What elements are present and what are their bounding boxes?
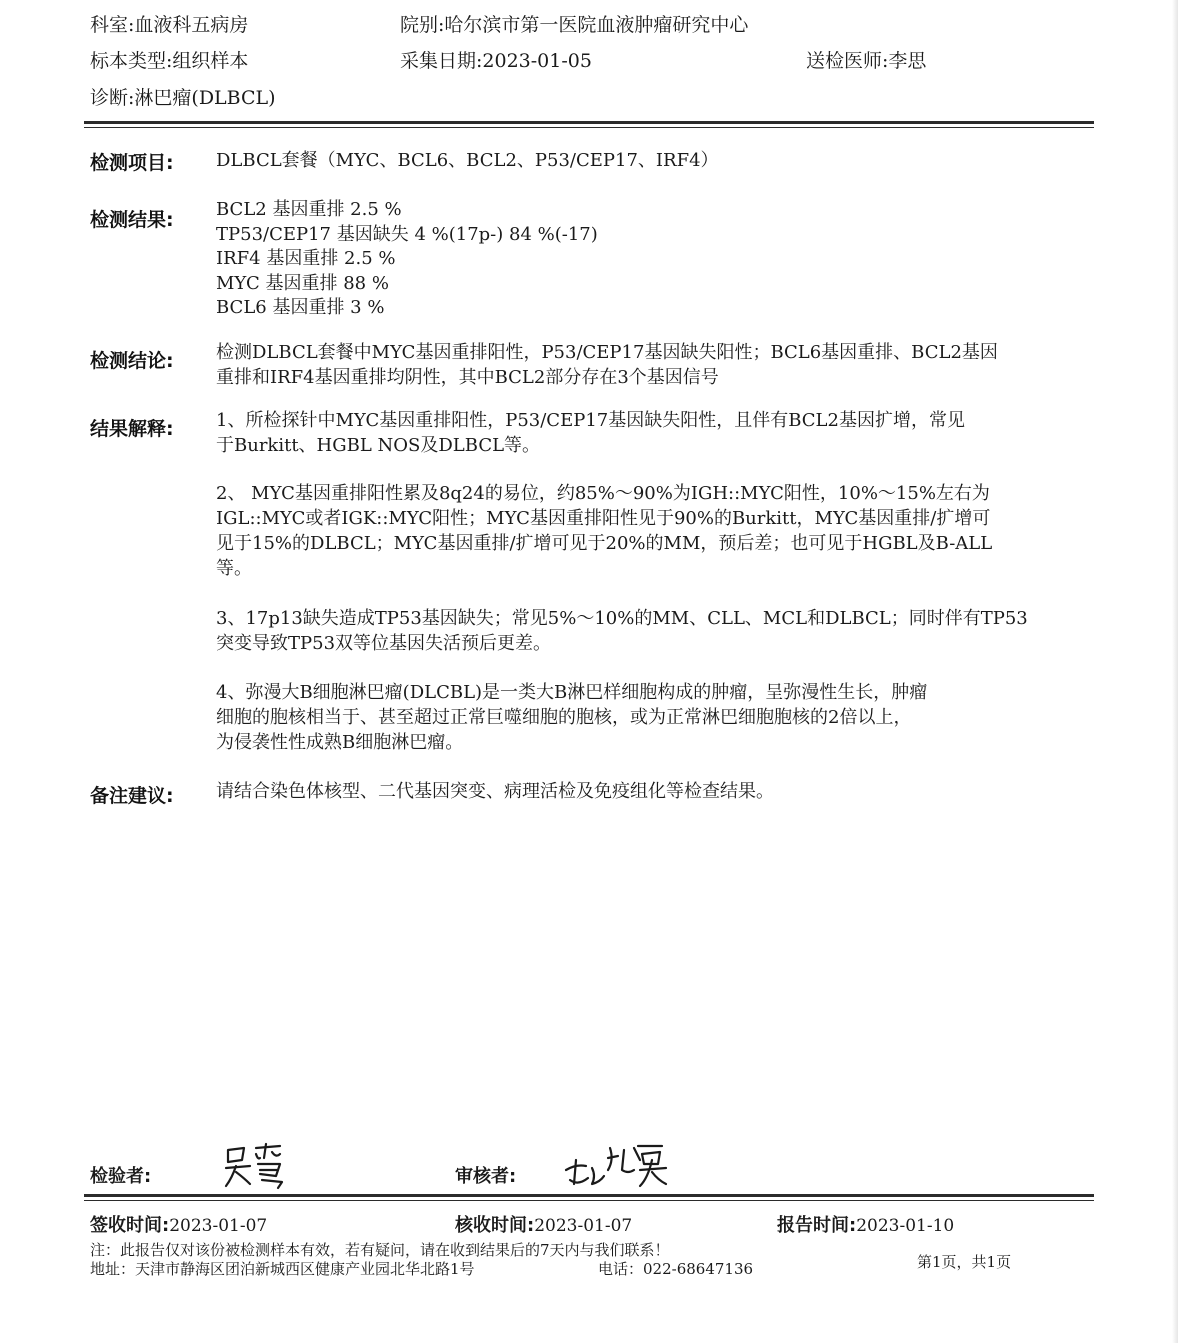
interpretation-line: IGL::MYC或者IGK::MYC阳性；MYC基因重排阳性见于90%的Burkitt，MYC基因重排/扩增可: [216, 508, 991, 529]
report-value: 2023-01-10: [856, 1216, 955, 1236]
interpretation-paragraph-1: [216, 408, 1056, 458]
result-line: MYC 基因重排 88 %: [216, 272, 389, 294]
interpretation-line: 为侵袭性性成熟B细胞淋巴瘤。: [216, 732, 464, 753]
interpretation-line: 4、弥漫大B细胞淋巴瘤(DLCBL)是一类大B淋巴样细胞构成的肿瘤，呈弥漫性生长，肿瘤: [216, 682, 928, 703]
interpretation-line: 见于15%的DLBCL；MYC基因重排/扩增可见于20%的MM，预后差；也可见于HGBL及B-ALL: [216, 533, 993, 554]
conclusion-label: 检测结论:: [90, 350, 174, 372]
test-item-text: DLBCL套餐（MYC、BCL6、BCL2、P53/CEP17、IRF4）: [216, 150, 719, 171]
interpretation-line: 1、所检探针中MYC基因重排阳性，P53/CEP17基因缺失阳性，且伴有BCL2基因扩增，常见: [216, 410, 965, 431]
inspector-label: 检验者:: [90, 1166, 152, 1187]
inspector-signature: [222, 1140, 288, 1192]
interpretation-label: 结果解释:: [90, 418, 174, 440]
received-value: 2023-01-07: [169, 1216, 268, 1236]
hospital: 院别:哈尔滨市第一医院血液肿瘤研究中心: [400, 14, 749, 36]
verified-value: 2023-01-07: [534, 1216, 633, 1236]
specimen-type: 标本类型:组织样本: [90, 50, 249, 72]
interpretation-paragraph-4: [216, 680, 1056, 755]
result-line: IRF4 基因重排 2.5 %: [216, 248, 396, 269]
header-divider-thin: [84, 127, 1094, 128]
interpretation-line: 2、 MYC基因重排阳性累及8q24的易位，约85%～90%为IGH::MYC阳性，10%～15%左右为: [216, 483, 990, 504]
interpretation-line: 于Burkitt、HGBL NOS及DLBCL等。: [216, 435, 541, 456]
conclusion-line: 重排和IRF4基因重排均阴性，其中BCL2部分存在3个基因信号: [216, 367, 719, 388]
verified-time: [455, 1211, 632, 1237]
reviewer-signature: [562, 1140, 670, 1192]
test-item-label: 检测项目:: [90, 152, 174, 174]
verified-label: 核收时间:: [455, 1215, 535, 1236]
reviewer-label: 审核者:: [455, 1166, 517, 1187]
footer-divider-thin: [84, 1200, 1094, 1201]
interpretation-line: 等。: [216, 558, 252, 579]
interpretation-line: 3、17p13缺失造成TP53基因缺失；常见5%～10%的MM、CLL、MCL和DLBCL；同时伴有TP53: [216, 608, 1028, 629]
test-result-list: [216, 198, 1056, 321]
received-time: [90, 1211, 267, 1237]
footer-divider-thick: [84, 1194, 1094, 1197]
referring-doctor: 送检医师:李思: [806, 50, 927, 72]
page-edge-shadow: [1172, 0, 1178, 1343]
interpretation-line: 细胞的胞核相当于、甚至超过正常巨噬细胞的胞核，或为正常淋巴细胞胞核的2倍以上，: [216, 707, 912, 728]
conclusion-line: 检测DLBCL套餐中MYC基因重排阳性，P53/CEP17基因缺失阳性；BCL6基因重排、BCL2基因: [216, 342, 998, 363]
conclusion-text: [216, 340, 1056, 390]
result-line: BCL6 基因重排 3 %: [216, 297, 385, 318]
validity-note: 注：此报告仅对该份被检测样本有效，若有疑问，请在收到结果后的7天内与我们联系！: [90, 1241, 670, 1259]
remarks-text: [216, 779, 1056, 804]
received-label: 签收时间:: [90, 1215, 170, 1236]
interpretation-line: 突变导致TP53双等位基因失活预后更差。: [216, 633, 552, 654]
report-time: [777, 1211, 954, 1237]
result-line: TP53/CEP17 基因缺失 4 %(17p-) 84 %(-17): [216, 223, 598, 245]
test-item-value: [216, 148, 1056, 173]
department: 科室:血液科五病房: [90, 14, 249, 36]
test-result-label: 检测结果:: [90, 209, 174, 231]
interpretation-paragraph-3: [216, 606, 1056, 656]
page-number: 第1页，共1页: [917, 1253, 1012, 1271]
result-line: BCL2 基因重排 2.5 %: [216, 199, 402, 220]
remarks-label: 备注建议:: [90, 785, 174, 807]
phone: 电话：022-68647136: [598, 1260, 754, 1278]
collection-date: 采集日期:2023-01-05: [400, 50, 592, 72]
address: 地址：天津市静海区团泊新城西区健康产业园北华北路1号: [90, 1260, 475, 1278]
interpretation-paragraph-2: [216, 481, 1056, 581]
header-divider-thick: [84, 121, 1094, 124]
remarks-line: 请结合染色体核型、二代基因突变、病理活检及免疫组化等检查结果。: [216, 781, 774, 802]
report-label: 报告时间:: [777, 1215, 857, 1236]
diagnosis: 诊断:淋巴瘤(DLBCL): [90, 87, 276, 109]
